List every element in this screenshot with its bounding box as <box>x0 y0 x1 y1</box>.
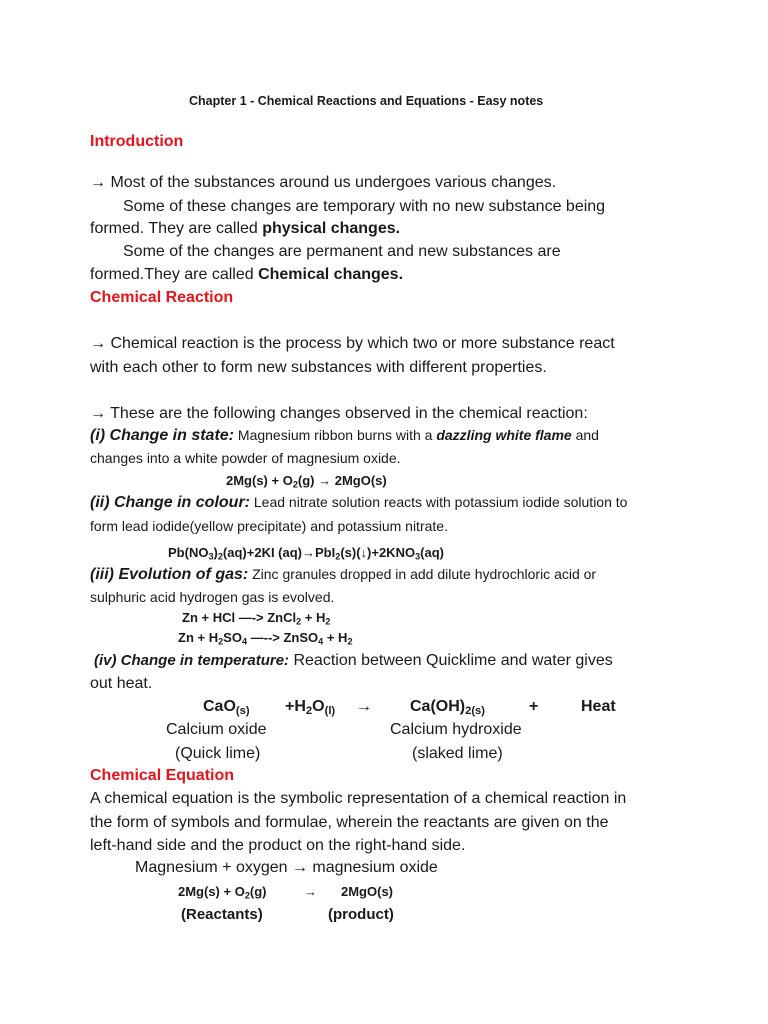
equation-lead: $Pb(NO_3)_2(aq)+2KI$ $(aq)\to PbI_2(s)(↓)+2KNO_3(aq)$ <box>168 545 444 562</box>
caoh2-product: $Ca(OH)_{2(s)}$ <box>410 698 486 717</box>
reaction-following: → These are the following changes observed in the chemical reaction: <box>90 405 588 422</box>
equation-def-1: A chemical equation is the symbolic representation of a chemical reaction in <box>90 790 627 807</box>
page-title: Chapter 1 - Chemical Reactions and Equations - Easy notes <box>189 94 544 108</box>
calcium-hydroxide-name: Calcium hydroxide <box>390 721 522 738</box>
cao-reactant: CaO$_{(s)}$ <box>203 698 250 717</box>
calcium-oxide-name: Calcium oxide <box>166 721 267 738</box>
reactants-label: (Reactants) <box>181 906 263 923</box>
evolution-gas-line-1: (iii) Evolution of gas: Zinc granules dropped in add dilute hydrochloric acid or <box>90 566 597 583</box>
reaction-def-2: with each other to form new substances with different properties. <box>90 359 547 376</box>
equation-mg-product: 2MgO(s) <box>341 884 393 899</box>
equation-zn-h2so4: $Zn + H_2SO_4$ —--> ZnSO$_4$ + $H_2$ <box>178 630 353 647</box>
cao-arrow: → <box>356 698 372 715</box>
slaked-lime-name: (slaked lime) <box>412 745 503 762</box>
intro-line-1: → Most of the substances around us undergoes various changes. <box>90 174 557 191</box>
heading-introduction: Introduction <box>90 133 184 150</box>
cao-heat: Heat <box>581 698 616 715</box>
evolution-gas-line-2: sulphuric acid hydrogen gas is evolved. <box>90 589 335 605</box>
equation-mg-reactants: $2Mg(s) + O_2(g)$ <box>178 884 267 901</box>
reaction-def-1: → Chemical reaction is the process by which two or more substance react <box>90 335 615 352</box>
intro-line-4: Some of the changes are permanent and new substances are <box>123 243 561 260</box>
change-temp-line-1: (iv) Change in temperature: Reaction between Quicklime and water gives <box>94 652 613 669</box>
product-label: (product) <box>328 906 394 923</box>
intro-line-2: Some of these changes are temporary with no new substance being <box>123 198 606 215</box>
equation-def-3: left-hand side and the product on the right-hand side. <box>90 837 466 854</box>
change-state-line-1: (i) Change in state: Magnesium ribbon burns with a dazzling white flame and <box>90 427 599 444</box>
heading-chemical-equation: Chemical Equation <box>90 767 235 784</box>
quick-lime-name: (Quick lime) <box>175 745 261 762</box>
equation-def-2: the form of symbols and formulae, wherein the reactants are given on the <box>90 814 609 831</box>
water-reactant: $+H_2O_{(l)}$ <box>285 698 336 717</box>
equation-mg: $2Mg(s) + O_2(g) \to 2MgO(s)$ <box>226 473 387 490</box>
intro-line-5: formed.They are called Chemical changes. <box>90 266 404 283</box>
cao-plus: + <box>529 698 539 715</box>
change-temp-line-2: out heat. <box>90 675 153 692</box>
change-colour-line-2: form lead iodide(yellow precipitate) and potassium nitrate. <box>90 518 448 534</box>
equation-zn-hcl: Zn + HCl —-> ZnCl$_2$ + $H_2$ <box>182 610 331 627</box>
intro-line-3: formed. They are called physical changes. <box>90 220 401 237</box>
change-state-line-2: changes into a white powder of magnesium oxide. <box>90 450 401 466</box>
heading-chemical-reaction: Chemical Reaction <box>90 289 234 306</box>
change-colour-line-1: (ii) Change in colour: Lead nitrate solution reacts with potassium iodide solution to <box>90 494 628 511</box>
word-equation: Magnesium + oxygen → magnesium oxide <box>135 859 438 876</box>
equation-mg-arrow: → <box>304 884 317 899</box>
